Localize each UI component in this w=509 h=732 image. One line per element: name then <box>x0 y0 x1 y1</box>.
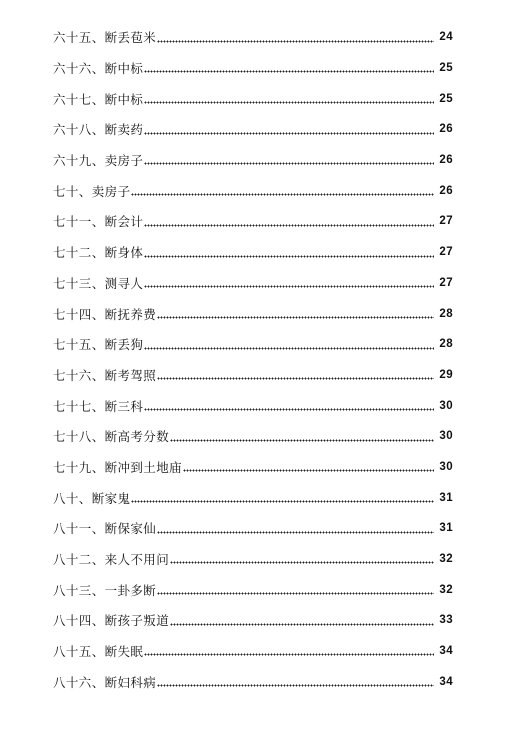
dot-leader <box>157 677 434 687</box>
toc-entry[interactable] <box>53 237 453 268</box>
toc-entry-page: 26 <box>439 184 453 197</box>
toc-entry-page: 24 <box>439 31 453 44</box>
toc-entry-title: 八十五、断失眠 <box>53 644 144 660</box>
toc-entry-page: 25 <box>439 62 453 75</box>
dot-leader <box>144 94 434 104</box>
toc-entry-page: 27 <box>439 215 453 228</box>
toc-entry[interactable] <box>53 360 453 391</box>
dot-leader <box>144 248 434 258</box>
toc-entry[interactable] <box>53 513 453 544</box>
toc-entry-page: 27 <box>439 276 453 289</box>
dot-leader <box>144 646 434 656</box>
toc-entry[interactable] <box>53 482 453 513</box>
dot-leader <box>170 432 434 442</box>
dot-leader <box>144 217 434 227</box>
toc-entry-page: 31 <box>439 491 453 504</box>
dot-leader <box>170 554 434 564</box>
dot-leader <box>157 309 434 319</box>
toc-entry-page: 32 <box>439 583 453 596</box>
toc-entry[interactable] <box>53 452 453 483</box>
toc-entry-page: 33 <box>439 614 453 627</box>
dot-leader <box>144 340 434 350</box>
toc-entry[interactable] <box>53 544 453 575</box>
dot-leader <box>157 524 434 534</box>
dot-leader <box>144 401 434 411</box>
toc-entry[interactable] <box>53 268 453 299</box>
toc-entry[interactable] <box>53 298 453 329</box>
toc-entry-page: 34 <box>439 675 453 688</box>
dot-leader <box>144 155 434 165</box>
toc-entry[interactable] <box>53 175 453 206</box>
toc-entry[interactable] <box>53 83 453 114</box>
toc-entry[interactable] <box>53 206 453 237</box>
dot-leader <box>144 63 434 73</box>
toc-entry-page: 26 <box>439 154 453 167</box>
toc-entry-title: 七十七、断三科 <box>53 398 144 414</box>
toc-entry-title: 七十一、断会计 <box>53 214 144 230</box>
toc-entry-page: 30 <box>439 460 453 473</box>
dot-leader <box>183 462 434 472</box>
toc-entry-title: 七十、卖房子 <box>53 183 131 199</box>
toc-entry[interactable] <box>53 666 453 697</box>
toc-entry-title: 七十二、断身体 <box>53 245 144 261</box>
table-of-contents <box>53 22 453 697</box>
dot-leader <box>157 370 434 380</box>
toc-entry-page: 28 <box>439 338 453 351</box>
toc-entry[interactable] <box>53 22 453 53</box>
toc-entry-title: 七十五、断丢狗 <box>53 337 144 353</box>
toc-entry[interactable] <box>53 390 453 421</box>
toc-entry-title: 七十四、断抚养费 <box>53 306 157 322</box>
toc-entry-page: 31 <box>439 522 453 535</box>
toc-entry-page: 27 <box>439 246 453 259</box>
toc-entry-title: 八十二、来人不用问 <box>53 552 170 568</box>
toc-entry[interactable] <box>53 145 453 176</box>
toc-entry-title: 七十六、断考驾照 <box>53 367 157 383</box>
dot-leader <box>144 278 434 288</box>
toc-entry[interactable] <box>53 53 453 84</box>
toc-entry-title: 六十九、卖房子 <box>53 153 144 169</box>
toc-entry-page: 32 <box>439 553 453 566</box>
toc-entry-title: 六十八、断卖药 <box>53 122 144 138</box>
toc-entry-page: 25 <box>439 92 453 105</box>
toc-entry-title: 六十五、断丢苞米 <box>53 30 157 46</box>
toc-entry[interactable] <box>53 421 453 452</box>
toc-entry-title: 七十三、测寻人 <box>53 275 144 291</box>
toc-entry[interactable] <box>53 329 453 360</box>
toc-entry-page: 26 <box>439 123 453 136</box>
dot-leader <box>157 585 434 595</box>
dot-leader <box>131 493 434 503</box>
toc-entry-title: 六十七、断中标 <box>53 91 144 107</box>
toc-entry-page: 30 <box>439 399 453 412</box>
toc-entry-title: 八十一、断保家仙 <box>53 521 157 537</box>
toc-entry-title: 七十九、断冲到土地庙 <box>53 459 183 475</box>
toc-entry[interactable] <box>53 574 453 605</box>
toc-entry[interactable] <box>53 605 453 636</box>
dot-leader <box>157 33 434 43</box>
toc-entry-title: 八十四、断孩子叛道 <box>53 613 170 629</box>
dot-leader <box>131 186 434 196</box>
dot-leader <box>170 616 434 626</box>
toc-entry[interactable] <box>53 114 453 145</box>
toc-entry-title: 七十八、断高考分数 <box>53 429 170 445</box>
dot-leader <box>144 125 434 135</box>
toc-entry-title: 八十、断家鬼 <box>53 490 131 506</box>
toc-entry-title: 八十六、断妇科病 <box>53 674 157 690</box>
toc-entry-page: 30 <box>439 430 453 443</box>
toc-entry-title: 八十三、一卦多断 <box>53 582 157 598</box>
toc-entry-title: 六十六、断中标 <box>53 61 144 77</box>
toc-entry-page: 29 <box>439 368 453 381</box>
toc-entry-page: 28 <box>439 307 453 320</box>
toc-entry[interactable] <box>53 636 453 667</box>
toc-entry-page: 34 <box>439 645 453 658</box>
